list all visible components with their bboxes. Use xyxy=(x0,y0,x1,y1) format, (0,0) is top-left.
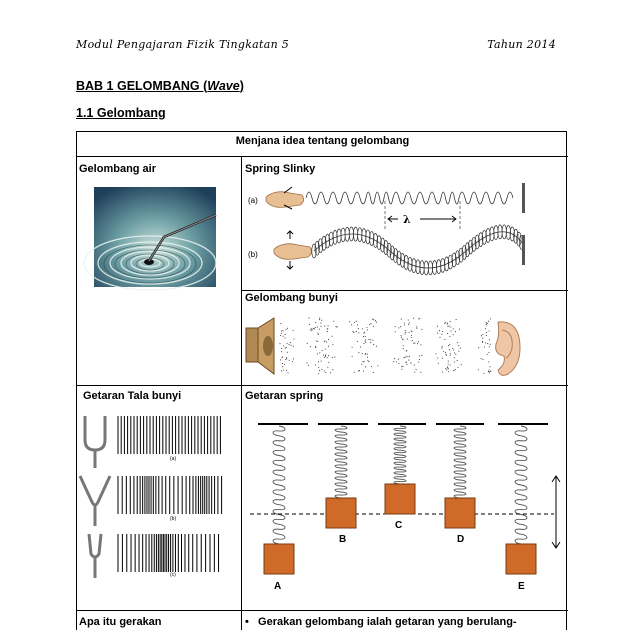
water-ripple-image xyxy=(94,187,216,287)
fork-label-c: (c) xyxy=(170,572,176,578)
sound-wave-diagram xyxy=(244,314,524,378)
table-row-divider xyxy=(241,290,568,291)
header-module-title: Modul Pengajaran Fizik Tingkatan 5 xyxy=(76,38,290,51)
tuning-fork-icon xyxy=(85,416,105,468)
table-heading: Menjana idea tentang gelombang xyxy=(235,135,410,147)
spring-coil xyxy=(515,426,527,544)
bullet-icon: • xyxy=(245,616,259,628)
chapter-title-text: BAB 1 GELOMBANG ( xyxy=(76,79,208,93)
fork-label-a: (a) xyxy=(170,456,177,462)
mass-block xyxy=(264,544,294,574)
slinky-label: Spring Slinky xyxy=(245,163,316,175)
chapter-title xyxy=(76,79,244,93)
fork-label-b: (b) xyxy=(170,516,177,522)
table-row-divider xyxy=(77,156,568,157)
table-column-divider xyxy=(241,156,242,630)
mass-block xyxy=(326,498,356,528)
slinky-label-b: (b) xyxy=(248,250,258,259)
tuning-fork-icon xyxy=(80,476,110,526)
answer-text: Gerakan gelombang ialah getaran yang berulang- xyxy=(258,616,517,628)
wall-icon xyxy=(522,183,525,213)
loudspeaker-icon xyxy=(246,318,274,374)
wall-icon xyxy=(522,235,525,265)
water-wave-label: Gelombang air xyxy=(79,163,157,175)
ear-icon xyxy=(496,322,520,375)
tuning-fork-icon xyxy=(89,534,101,578)
spring-coil xyxy=(273,426,285,544)
hand-icon xyxy=(274,244,312,260)
section-title: 1.1 Gelombang xyxy=(76,106,166,120)
chapter-title-close: ) xyxy=(239,79,244,93)
arrow-right-icon xyxy=(420,216,456,222)
mass-block xyxy=(385,484,415,514)
answer-label xyxy=(245,616,517,628)
mass-block xyxy=(445,498,475,528)
wavelength-label: λ xyxy=(403,213,411,226)
spring-oscillation-diagram xyxy=(244,414,564,600)
sound-wave-label: Gelombang bunyi xyxy=(245,292,338,304)
question-label: Apa itu gerakan xyxy=(79,616,162,628)
spring-coil xyxy=(454,426,466,498)
tuning-fork-label: Getaran Tala bunyi xyxy=(83,390,182,402)
position-label-b: B xyxy=(339,534,347,545)
table-row-divider xyxy=(77,385,568,386)
position-label-d: D xyxy=(457,534,465,545)
header-year: Tahun 2014 xyxy=(487,38,556,51)
mass-block xyxy=(506,544,536,574)
position-label-e: E xyxy=(518,581,525,592)
spring-coil xyxy=(394,426,406,484)
spring-coil xyxy=(335,426,347,498)
table-row-divider xyxy=(77,610,568,611)
position-label-c: C xyxy=(395,520,403,531)
spring-vibration-label: Getaran spring xyxy=(245,390,324,402)
slinky-diagram xyxy=(244,177,534,275)
amplitude-arrow-icon xyxy=(552,476,560,548)
slinky-label-a: (a) xyxy=(248,196,258,205)
position-label-a: A xyxy=(274,581,282,592)
tuning-fork-diagram xyxy=(78,410,228,590)
arrow-left-icon xyxy=(388,216,398,222)
chapter-title-english: Wave xyxy=(207,79,240,93)
